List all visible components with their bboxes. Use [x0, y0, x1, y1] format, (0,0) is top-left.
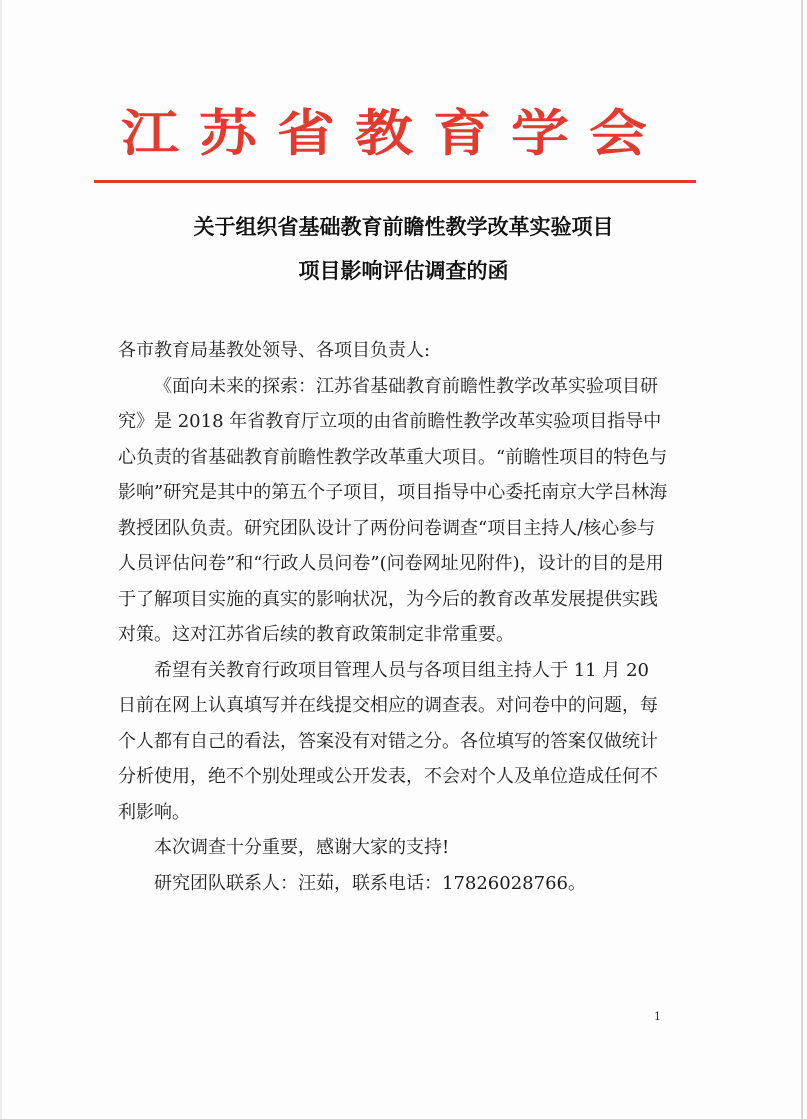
document-title-line-1: 关于组织省基础教育前瞻性教学改革实验项目: [193, 215, 614, 239]
paragraph-project-background: 《面向未来的探索：江苏省基础教育前瞻性教学改革实验项目研究》是 2018 年省教育厅立项的由省前瞻性教学改革实验项目指导中心负责的省基础教育前瞻性教学改革重大项目。“前瞻性项目的特色与影响”研究是其中的第五个子项目，项目指导中心委托南京大学吕林海教授团队负责。研究团队设计了两份问卷调查“项目主持人/核心参与人员评估问卷”和“行政人员问卷”(问卷网址见附件)，设计的目的是用于了解项目实施的真实的影响状况，为今后的教育改革发展提供实践对策。这对江苏省后续的教育政策制定非常重要。: [118, 375, 668, 645]
paragraph-contact: 研究团队联系人：汪茹，联系电话：17826028766。: [154, 872, 586, 894]
letterhead-red-rule: [94, 180, 696, 183]
document-title: [110, 205, 697, 293]
letter-body: [118, 333, 668, 901]
salutation: 各市教育局基教处领导、各项目负责人:: [118, 340, 431, 361]
document-title-line-2: 项目影响评估调查的函: [298, 259, 509, 283]
scan-edge-left: [0, 0, 2, 1119]
scan-edge-right: [801, 0, 803, 1119]
paragraph-survey-request: 希望有关教育行政项目管理人员与各项目组主持人于 11 月 20 日前在网上认真填写并在线提交相应的调查表。对问卷中的问题，每个人都有自己的看法，答案没有对错之分。各位填写的答案仅做统计分析使用，绝不个别处理或公开发表，不会对个人及单位造成任何不利影响。: [118, 659, 658, 823]
page-number: 1: [654, 1010, 661, 1023]
letterhead-org-name: 江苏省教育学会: [120, 103, 667, 163]
paragraph-thanks: 本次调查十分重要，感谢大家的支持!: [154, 837, 450, 858]
